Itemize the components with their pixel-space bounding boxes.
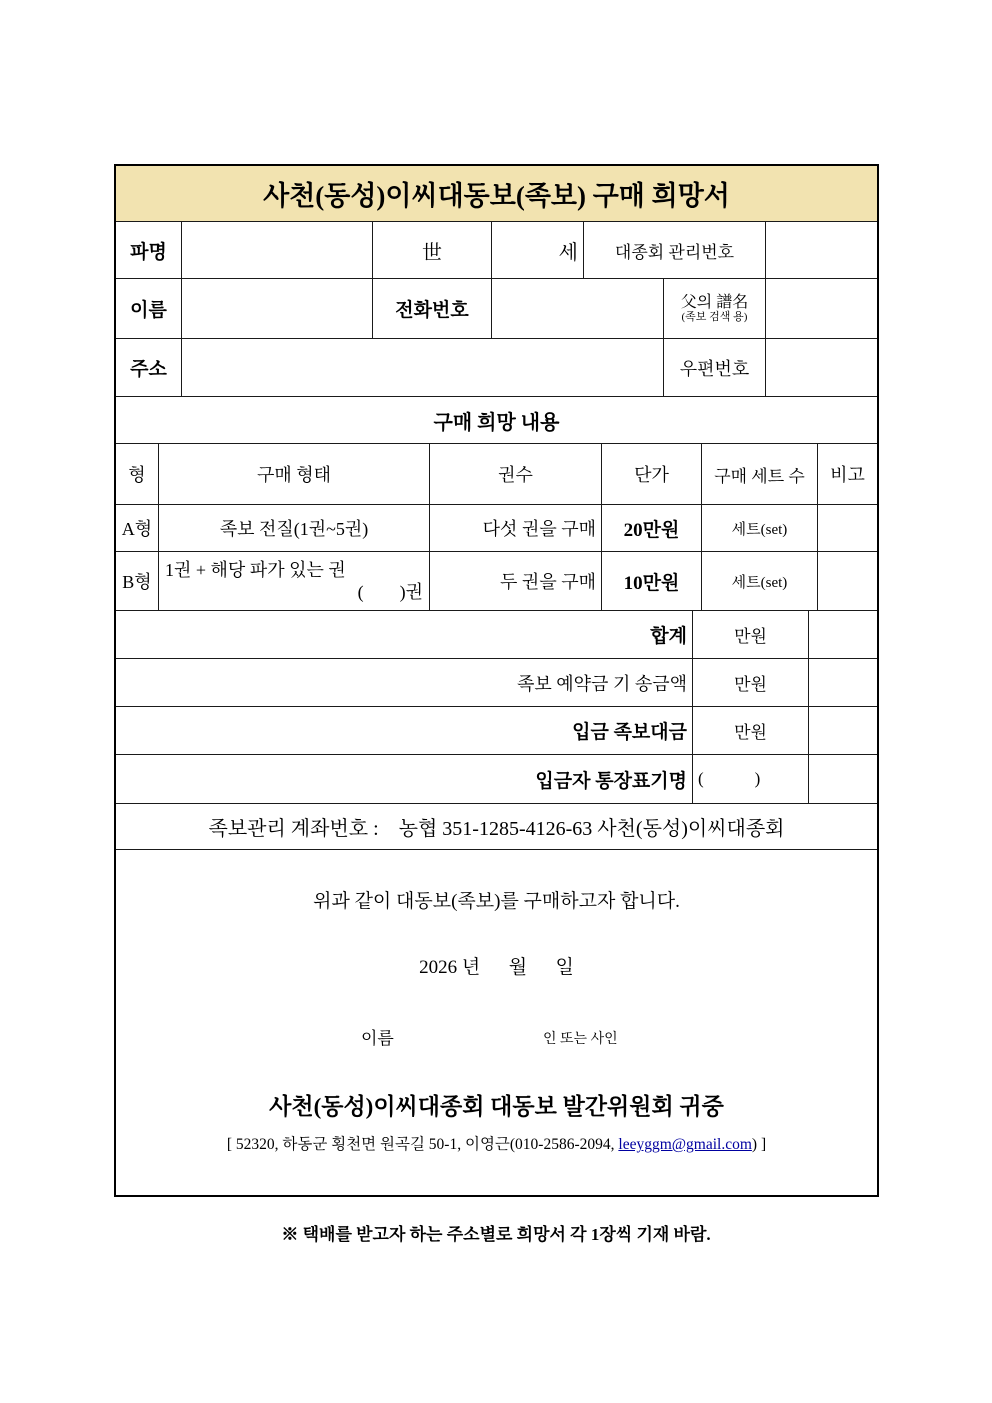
purchase-header-row [116, 444, 877, 505]
generation-label: 세 [492, 222, 584, 278]
phone-label: 전화번호 [373, 279, 492, 338]
total-row [116, 611, 877, 659]
total-amount-input-cell[interactable]: 만원 [693, 611, 809, 658]
address-input-cell[interactable] [182, 339, 664, 396]
type-a-price: 20만원 [602, 505, 702, 551]
delivery-footnote: ※ 택배를 받고자 하는 주소별로 희망서 각 1장씩 기재 바람. [281, 1225, 711, 1244]
deposit-sent-row [116, 659, 877, 707]
type-a-volumes: 다섯 권을 구매 [430, 505, 602, 551]
payment-due-extra-cell[interactable] [809, 707, 877, 754]
phone-input-cell[interactable] [492, 279, 664, 338]
father-genealogy-name-sub: (족보 검색 용) [681, 311, 748, 324]
type-b-price: 10만원 [602, 552, 702, 610]
purchase-request-form-table [114, 164, 879, 1197]
type-b-form [159, 552, 430, 610]
depositor-name-extra-cell[interactable] [809, 755, 877, 803]
clan-mgmt-number-input-cell[interactable] [766, 222, 877, 278]
col-header-unit-price: 단가 [602, 444, 702, 504]
branch-name-row [116, 222, 877, 279]
account-number-row [116, 804, 877, 850]
type-a-label: A형 [116, 505, 159, 551]
signature-name-label[interactable]: 이름 [361, 1029, 394, 1048]
depositor-name-input-cell[interactable]: ( ) [693, 755, 809, 803]
col-header-form: 구매 형태 [159, 444, 430, 504]
form-title: 사천(동성)이씨대동보(족보) 구매 희망서 [263, 181, 730, 211]
father-genealogy-name-label [664, 279, 766, 338]
recipient-committee-line: 사천(동성)이씨대종회 대동보 발간위원회 귀중 [269, 1094, 724, 1119]
clan-mgmt-number-label: 대종회 관리번호 [584, 222, 766, 278]
deposit-sent-label: 족보 예약금 기 송금액 [116, 659, 693, 706]
col-header-set-count: 구매 세트 수 [702, 444, 818, 504]
father-genealogy-name-main: 父의 譜名 [680, 293, 749, 311]
deposit-sent-input-cell[interactable]: 만원 [693, 659, 809, 706]
type-b-form-line2[interactable]: ( )권 [357, 582, 423, 602]
type-b-form-line1: 1권 + 해당 파가 있는 권 [165, 559, 346, 580]
type-a-remarks-cell[interactable] [818, 505, 877, 551]
deposit-sent-extra-cell[interactable] [809, 659, 877, 706]
committee-address-suffix: ) ] [751, 1136, 767, 1153]
payment-due-label: 입금 족보대금 [116, 707, 693, 754]
type-b-set-input-cell[interactable]: 세트(set) [702, 552, 818, 610]
name-input-cell[interactable] [182, 279, 373, 338]
father-genealogy-name-input-cell[interactable] [766, 279, 877, 338]
type-b-volumes: 두 권을 구매 [430, 552, 602, 610]
depositor-name-label: 입금자 통장표기명 [116, 755, 693, 803]
declaration-date-line[interactable]: 2026 년 월 일 [419, 957, 574, 978]
declaration-statement: 위과 같이 대동보(족보)를 구매하고자 합니다. [313, 891, 680, 912]
committee-address-line [116, 1132, 877, 1154]
committee-address-prefix: [ 52320, 하동군 횡천면 원곡길 50-1, 이영근(010-2586-2094, [226, 1136, 619, 1153]
branch-name-label: 파명 [116, 222, 182, 278]
generation-hanja-label: 世 [373, 222, 492, 278]
seal-or-sign-label: 인 또는 사인 [543, 1032, 618, 1047]
table-row-type-b [116, 552, 877, 611]
type-b-remarks-cell[interactable] [818, 552, 877, 610]
address-row [116, 339, 877, 397]
name-row [116, 279, 877, 339]
form-title-row [116, 166, 877, 222]
zip-label: 우편번호 [664, 339, 766, 396]
zip-input-cell[interactable] [766, 339, 877, 396]
branch-name-input-cell[interactable] [182, 222, 373, 278]
type-a-set-input-cell[interactable]: 세트(set) [702, 505, 818, 551]
name-label: 이름 [116, 279, 182, 338]
payment-due-input-cell[interactable]: 만원 [693, 707, 809, 754]
total-extra-cell[interactable] [809, 611, 877, 658]
payment-due-row [116, 707, 877, 755]
table-row-type-a [116, 505, 877, 552]
type-a-form: 족보 전질(1권~5권) [159, 505, 430, 551]
type-b-label: B형 [116, 552, 159, 610]
declaration-section [116, 850, 877, 1195]
address-label: 주소 [116, 339, 182, 396]
account-number-line: 족보관리 계좌번호 : 농협 351-1285-4126-63 사천(동성)이씨대종회 [208, 818, 785, 840]
total-label: 합계 [116, 611, 693, 658]
col-header-volumes: 권수 [430, 444, 602, 504]
purchase-section-row [116, 397, 877, 444]
committee-email-link[interactable]: leeyggm@gmail.com [618, 1136, 752, 1153]
col-header-type: 형 [116, 444, 159, 504]
depositor-name-row [116, 755, 877, 804]
purchase-section-title: 구매 희망 내용 [433, 411, 560, 434]
col-header-remarks: 비고 [830, 465, 865, 485]
